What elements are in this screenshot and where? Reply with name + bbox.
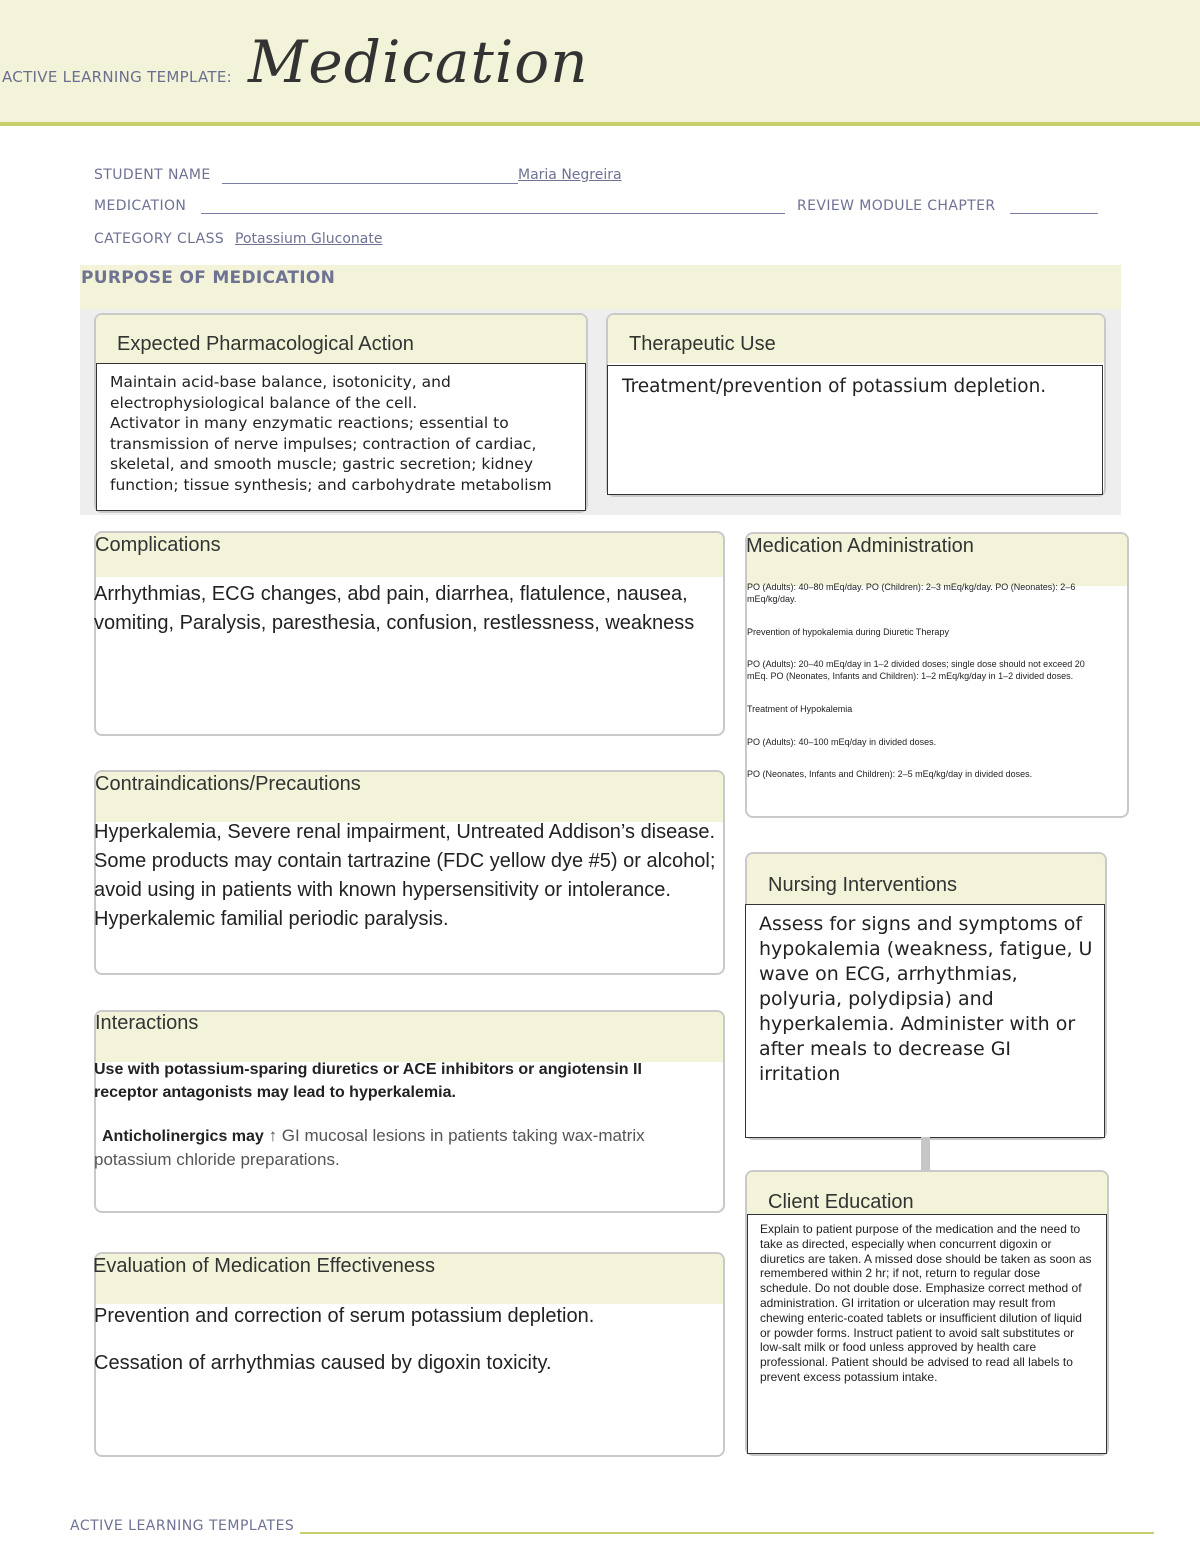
student-name-value[interactable]: Maria Negreira (518, 167, 622, 183)
expected-line-4: transmission of nerve impulses; contraction of cardiac, (110, 434, 537, 453)
review-module-field[interactable] (1010, 213, 1098, 214)
client-education-text: Explain to patient purpose of the medication and the need to take as directed, especially when concurrent digoxin or diuretics are taken. A missed dose should be taken as soon as remembered within 2 hr; if not, return to regular dose schedule. Do not double dose. Emphasize correct method of administration. GI irritation or ulceration may result from chewing enteric-coated tablets or insufficient dilution of liquid or powder forms. Instruct patient to avoid salt substitutes or low-salt milk or food unless approved by health care professional. Patient should be advised to read all labels to prevent excess potassium intake. (760, 1222, 1092, 1384)
expected-line-5: skeletal, and smooth muscle; gastric secretion; kidney (110, 455, 533, 473)
category-class-value[interactable]: Potassium Gluconate (235, 231, 383, 247)
evaluation-text-2: Cessation of arrhythmias caused by digoxin toxicity. (94, 1352, 552, 1374)
template-label: ACTIVE LEARNING TEMPLATE: (2, 68, 232, 86)
expected-line-6: function; tissue synthesis; and carbohydrate metabolism (110, 475, 552, 494)
interactions-text-2 (94, 1124, 716, 1171)
page-title: Medication (248, 28, 589, 96)
administration-heading-1: Prevention of hypokalemia during Diuretic Therapy (747, 627, 949, 637)
nursing-title: Nursing Interventions (768, 874, 957, 896)
expected-line-1: Maintain acid-base balance, isotonicity, and (110, 373, 451, 391)
footer-label: ACTIVE LEARNING TEMPLATES (70, 1518, 295, 1534)
administration-dose-2: PO (Adults): 20–40 mEq/day in 1–2 divided doses; single dose should not exceed 20 mEq. PO (Neonates, Infants and Children): 1–2 mEq/kg/day in 1–2 divided doses. (747, 659, 1085, 681)
administration-title: Medication Administration (746, 535, 974, 557)
student-name-line (222, 183, 518, 184)
review-module-label: REVIEW MODULE CHAPTER (797, 198, 996, 214)
contraindications-title: Contraindications/Precautions (95, 773, 361, 795)
contraindications-text: Hyperkalemia, Severe renal impairment, Untreated Addison’s disease. Some products may contain tartrazine (FDC yellow dye #5) or alcohol; avoid using in patients with known hypersensitivity or intolerance. Hyperkalemic familial periodic paralysis. (94, 821, 716, 930)
interactions-text-1: Use with potassium-sparing diuretics or ACE inhibitors or angiotensin II receptor antagonists may lead to hyperkalemia. (94, 1061, 642, 1101)
interactions-card[interactable] (94, 1010, 725, 1213)
administration-dose-4: PO (Neonates, Infants and Children): 2–5 mEq/kg/day in divided doses. (747, 769, 1033, 779)
client-education-title: Client Education (768, 1191, 914, 1213)
expected-action-title: Expected Pharmacological Action (117, 333, 414, 355)
expected-line-2: electrophysiological balance of the cell. (110, 393, 418, 412)
purpose-title: PURPOSE OF MEDICATION (81, 268, 336, 288)
category-class-label: CATEGORY CLASS (94, 231, 225, 247)
administration-heading-2: Treatment of Hypokalemia (747, 704, 853, 714)
administration-dose-1: PO (Adults): 40–80 mEq/day. PO (Children): 2–3 mEq/kg/day. PO (Neonates): 2–6 mEq/kg/day. (747, 582, 1076, 604)
medication-label: MEDICATION (94, 198, 187, 214)
footer-rule (300, 1532, 1154, 1534)
anticholinergics-text: ↑ GI mucosal lesions in patients taking wax-matrix potassium chloride preparations. (94, 1126, 645, 1169)
nursing-text: Assess for signs and symptoms of hypokalemia (weakness, fatigue, U wave on ECG, arrhythmias, polyuria, polydipsia) and hyperkalemia. Administer with or after meals to decrease GI irritation (759, 913, 1093, 1085)
evaluation-title: Evaluation of Medication Effectiveness (93, 1255, 436, 1277)
anticholinergics-label: Anticholinergics may (102, 1128, 264, 1145)
header-band (0, 0, 1200, 122)
header-rule (0, 122, 1200, 126)
therapeutic-use-title: Therapeutic Use (629, 333, 776, 355)
connector-bar (921, 1137, 930, 1170)
interactions-title: Interactions (95, 1012, 199, 1034)
evaluation-text-1: Prevention and correction of serum potassium depletion. (94, 1305, 595, 1327)
complications-title: Complications (95, 534, 221, 556)
administration-dose-3: PO (Adults): 40–100 mEq/day in divided doses. (747, 737, 937, 747)
student-name-label: STUDENT NAME (94, 167, 211, 183)
complications-text: Arrhythmias, ECG changes, abd pain, diarrhea, flatulence, nausea, vomiting, Paralysis, paresthesia, confusion, restlessness, weakness (94, 583, 695, 634)
therapeutic-use-text: Treatment/prevention of potassium depletion. (622, 376, 1047, 397)
medication-field[interactable] (201, 213, 785, 214)
expected-line-3: Activator in many enzymatic reactions; essential to (110, 414, 509, 432)
expected-action-text (110, 372, 580, 495)
